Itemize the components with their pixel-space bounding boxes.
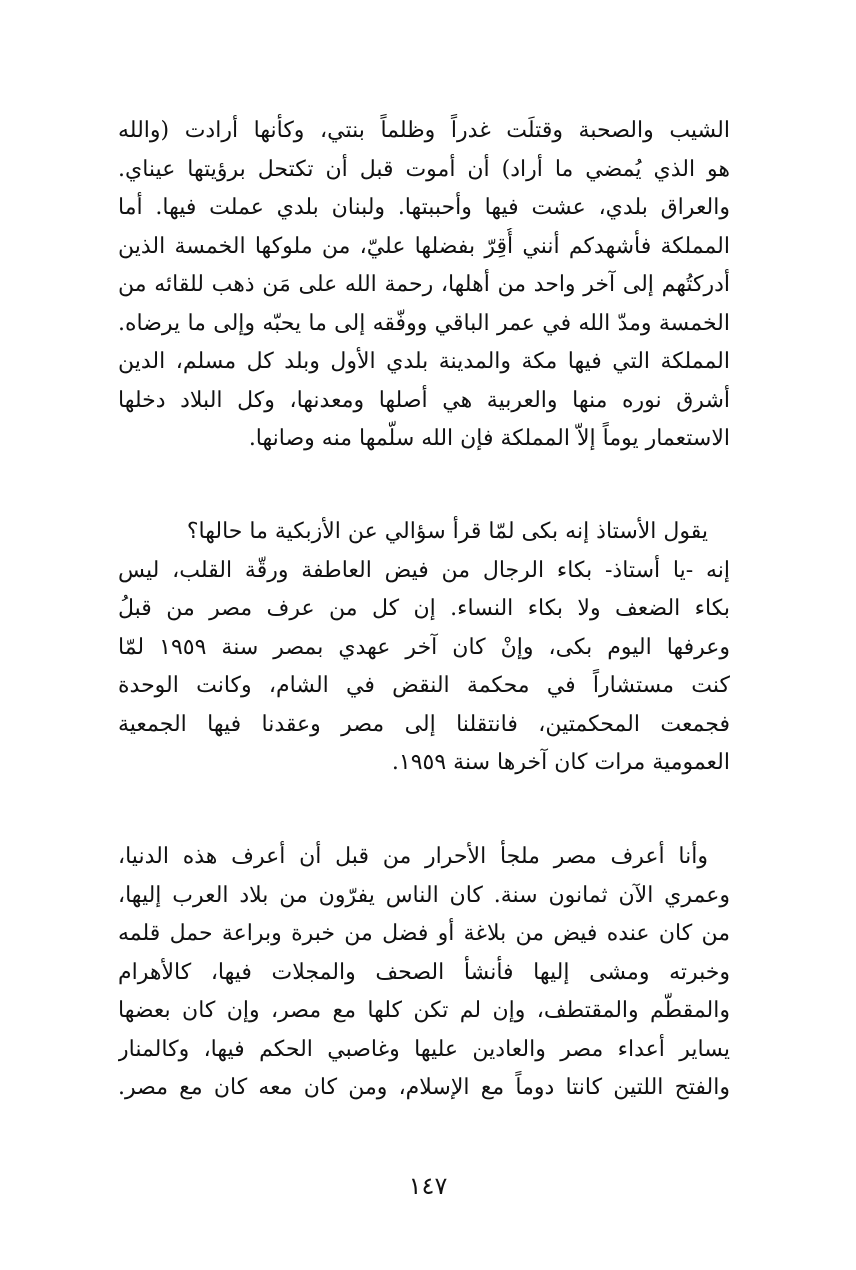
paragraph-1 bbox=[118, 112, 730, 459]
text-line: الاستعمار يوماً إلاّ المملكة فإن الله سلّمها منه وصانها. bbox=[248, 426, 730, 451]
text-line: إنه -يا أستاذ- بكاء الرجال من فيض العاطفة ورقّة القلب، ليس bbox=[118, 557, 730, 583]
text-line: الشيب والصحبة وقتلَت غدراً وظلماً بنتي، وكأنها أرادت (والله bbox=[118, 118, 730, 143]
text-line: وعمري الآن ثمانون سنة. كان الناس يفرّون من بلاد العرب إليها، bbox=[118, 882, 730, 908]
text-line: أشرق نوره منها والعربية هي أصلها ومعدنها، وكل البلاد دخلها bbox=[118, 387, 730, 413]
text-line: الخمسة ومدّ الله في عمر الباقي ووفّقه إلى ما يحبّه وإلى ما يرضاه. bbox=[118, 310, 730, 336]
text-line: فجمعت المحكمتين، فانتقلنا إلى مصر وعقدنا فيها الجمعية bbox=[118, 711, 730, 737]
text-line: والمقطّم والمقتطف، وإن لم تكن كلها مع مصر، وإن كان بعضها bbox=[118, 998, 730, 1023]
text-line: بكاء الضعف ولا بكاء النساء. إن كل من عرف مصر من قبلُ bbox=[118, 596, 730, 621]
text-line: كنت مستشاراً في محكمة النقض في الشام، وكانت الوحدة bbox=[118, 673, 730, 698]
text-line: يساير أعداء مصر والعادين عليها وغاصبي الحكم فيها، وكالمنار bbox=[118, 1036, 730, 1062]
text-line: المملكة فأشهدكم أنني أُقِرّ بفضلها عليّ، من ملوكها الخمسة الذين bbox=[118, 233, 730, 259]
text-line: أدركتُهم إلى آخر واحد من أهلها، رحمة الله على مَن ذهب للقائه من bbox=[118, 272, 730, 297]
text-line: وعرفها اليوم بكى، وإنْ كان آخر عهدي بمصر سنة ١٩٥٩ لمّا bbox=[118, 634, 730, 660]
text-line: هو الذي يُمضي ما أراد) أن أموت قبل أن تكتحل برؤيتها عيناي. bbox=[118, 156, 730, 182]
text-line: يقول الأستاذ إنه بكى لمّا قرأ سؤالي عن الأزبكية ما حالها؟ bbox=[186, 519, 708, 544]
text-line: وأنا أعرف مصر ملجأ الأحرار من قبل أن أعرف هذه الدنيا، bbox=[118, 844, 708, 869]
paragraph-3 bbox=[118, 838, 730, 1108]
text-line: من كان عنده فيض من بلاغة أو فضل من خبرة وبراعة حمل قلمه bbox=[118, 921, 730, 946]
text-line: والفتح اللتين كانتا دوماً مع الإسلام، ومن كان معه كان مع مصر. bbox=[118, 1075, 730, 1100]
text-line: العمومية مرات كان آخرها سنة ١٩٥٩. bbox=[391, 750, 730, 775]
page-number: ١٤٧ bbox=[408, 1172, 448, 1200]
paragraph-2 bbox=[118, 513, 730, 783]
text-line: المملكة التي فيها مكة والمدينة بلدي الأول وبلد كل مسلم، الدين bbox=[118, 349, 730, 374]
text-line: والعراق بلدي، عشت فيها وأحببتها. ولبنان بلدي عملت فيها. أما bbox=[118, 195, 730, 220]
text-line: وخبرته ومشى إليها فأنشأ الصحف والمجلات فيها، كالأهرام bbox=[118, 959, 730, 985]
